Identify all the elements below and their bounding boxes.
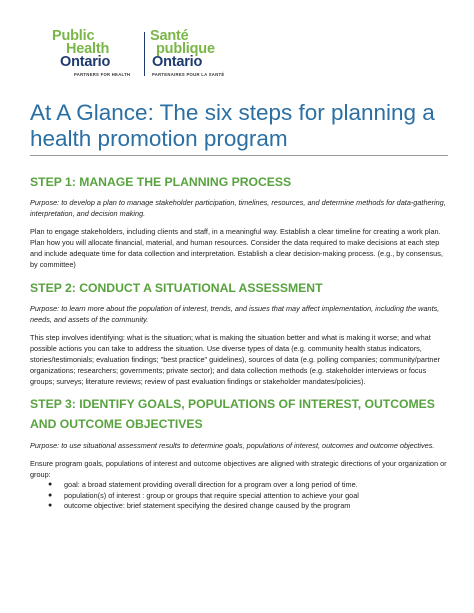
- bullet-text: population(s) of interest : group or groups that require special attention to achieve your goal: [64, 490, 359, 500]
- bullet-text: outcome objective: brief statement specifying the desired change caused by the program: [64, 501, 351, 510]
- bullet-icon: ●: [48, 491, 53, 499]
- step-1-section: [30, 172, 448, 270]
- list-item: [48, 501, 448, 512]
- step-1-body: Plan to engage stakeholders, including clients and staff, in a meaningful way. Establish a clear timeline for creating a work plan. Plan how you will allocate financial, material, and human resources. Consider the data required to make decisions at each step and include adequate time for data collection and interpretation. Establish a clear decision-making process. (e.g., by consensus, by committee): [30, 227, 443, 269]
- logo-word-sante: Santé: [150, 28, 189, 44]
- step-1-purpose: Purpose: to develop a plan to manage stakeholder participation, timelines, resources, and determine methods for data-gathering, interpretation, and decision making.: [30, 198, 446, 218]
- title-divider: [30, 155, 448, 156]
- logo-word-health: Health: [66, 41, 110, 57]
- logo-french: [150, 30, 260, 77]
- bullet-text: goal: a broad statement providing overall direction for a program over a long period of time.: [64, 480, 358, 489]
- logo-word-public: Public: [52, 28, 95, 44]
- public-health-ontario-logo: [52, 30, 252, 80]
- logo-tagline-en: PARTNERS FOR HEALTH: [74, 72, 131, 77]
- step-2-body: This step involves identifying: what is the situation; what is making the situation better and what is making it worse; and what possible actions you can take to address the situation. Use diverse types of data (e.g. community health status indicators, stories/testimonials; evaluation findings; "best practice" guidelines), sources of data (e.g. polling companies; community/partner organizations; researchers; governments; private sector); and data collection methods (e.g. stakeholder interviews or focus groups; surveys; literature reviews; review of past evaluation findings or stakeholder mandates/policies).: [30, 333, 440, 386]
- step-3-heading: STEP 3: IDENTIFY GOALS, POPULATIONS OF INTEREST, OUTCOMES AND OUTCOME OBJECTIVES: [30, 397, 435, 431]
- bullet-icon: ●: [48, 481, 53, 488]
- logo-word-ontario-fr: Ontario: [152, 54, 203, 70]
- step-3-bullet-list: [48, 480, 448, 512]
- step-3-body: Ensure program goals, populations of interest and outcome objectives are aligned with strategic directions of your organization or group:: [30, 459, 447, 479]
- logo-english: [52, 30, 142, 77]
- logo-word-publique: publique: [156, 41, 215, 57]
- page-title: At A Glance: The six steps for planning a health promotion program: [30, 100, 435, 151]
- list-item: [48, 490, 448, 502]
- step-3-section: [30, 394, 448, 512]
- logo-word-ontario: Ontario: [60, 54, 111, 70]
- logo-tagline-fr: PARTENAIRES POUR LA SANTÉ: [152, 72, 225, 77]
- step-2-purpose: Purpose: to learn more about the population of interest, trends, and issues that may affect implementation, including the wants, needs, and assets of the community.: [30, 304, 440, 324]
- document-body: [30, 172, 448, 512]
- list-item: [48, 480, 448, 491]
- logo-divider: [144, 32, 145, 76]
- step-1-heading: STEP 1: MANAGE THE PLANNING PROCESS: [30, 175, 292, 189]
- step-2-section: [30, 278, 448, 387]
- step-2-heading: STEP 2: CONDUCT A SITUATIONAL ASSESSMENT: [30, 281, 323, 295]
- step-3-purpose: Purpose: to use situational assessment results to determine goals, populations of interest, outcomes and outcome objectives.: [30, 441, 435, 450]
- bullet-icon: ●: [48, 502, 53, 509]
